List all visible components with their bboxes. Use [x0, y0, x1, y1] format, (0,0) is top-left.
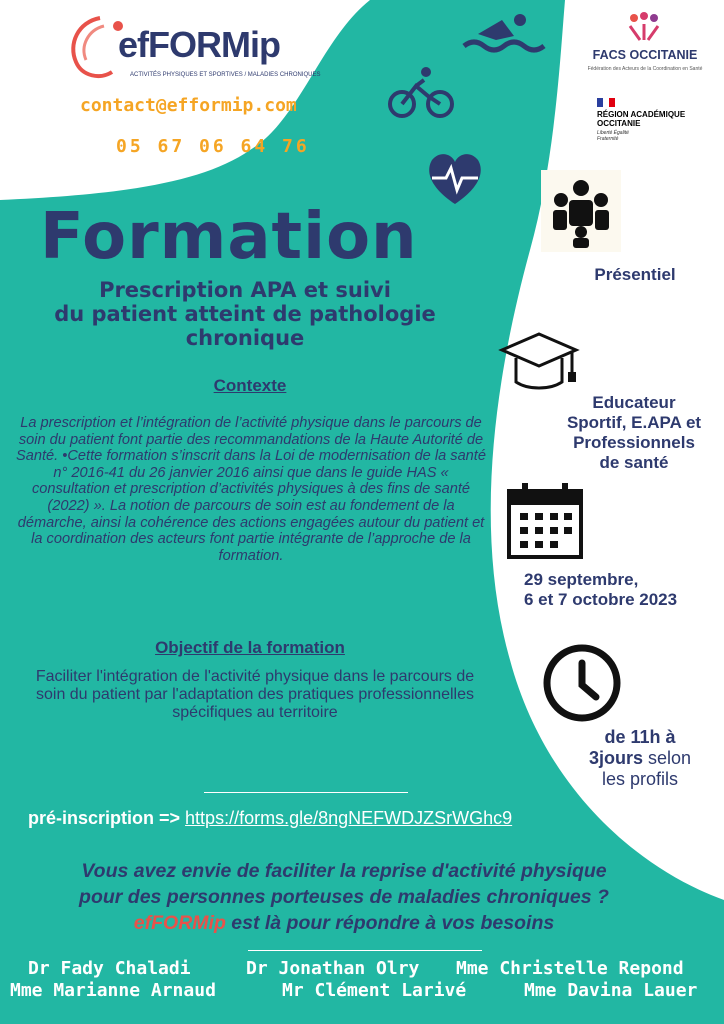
speaker-4: Mme Marianne Arnaud	[10, 980, 216, 1001]
duration-bold: 3jours	[588, 748, 643, 768]
audience-line2: Sportif, E.APA et	[566, 413, 702, 432]
logo-tagline: ACTIVITÉS PHYSIQUES ET SPORTIVES / MALADIES CHRONIQUES	[130, 72, 321, 78]
efformip-logo	[66, 14, 326, 84]
cta-line3	[14, 910, 674, 936]
speaker-2: Dr Jonathan Olry	[246, 958, 420, 979]
facs-name: FACS OCCITANIE	[592, 48, 698, 62]
swimmer-icon	[462, 6, 546, 56]
duration-line2	[565, 748, 715, 769]
duration-rest: selon	[642, 748, 692, 768]
context-text: La prescription et l’intégration de l’activité physique dans le parcours de soin du patient font partie des recommandations de la Haute Autorité de Santé. •Cette formation s’inscrit dans la Loi de modernisation de la santé n° 2016-41 du 26 janvier 2016 ainsi que dans le guide HAS « consultation et prescription d’activités physiques à des fins de santé (2022) ». La notion de parcours de soin est au fondement de la démarche, ainsi la cohérence des actions engagées autour du patient et la coordination des acteurs font partie intégrante de l’approche de la formation.	[16, 415, 486, 564]
speaker-1: Dr Fady Chaladi	[28, 958, 191, 979]
cta-line3-rest: est là pour répondre à vos besoins	[225, 912, 555, 934]
heart-pulse-icon	[424, 150, 486, 206]
duration-line3: les profils	[601, 769, 679, 789]
region-line1: RÉGION ACADÉMIQUE	[597, 110, 686, 119]
cta-line1: Vous avez envie de faciliter la reprise d'activité physique	[81, 860, 607, 882]
subtitle-line1: Prescription APA et suivi	[99, 278, 391, 302]
dates	[524, 570, 724, 610]
audience-line1: Educateur	[592, 393, 676, 412]
subtitle	[10, 278, 480, 350]
call-to-action	[14, 858, 674, 936]
context-heading: Contexte	[213, 376, 287, 395]
facs-tagline: Fédération des Acteurs de la Coordination en Santé	[587, 66, 703, 72]
speaker-3: Mme Christelle Repond	[456, 958, 684, 979]
registration	[28, 808, 512, 829]
page-title: Formation	[40, 200, 418, 274]
registration-label: pré-inscription =>	[28, 808, 186, 828]
registration-link[interactable]: https://forms.gle/8ngNEFWDJZSrWGhc9	[185, 808, 513, 828]
region-motto: Liberté Égalité Fraternité	[597, 130, 629, 142]
objective-text: Faciliter l'intégration de l'activité physique dans le parcours de soin du patient par l'adaptation des pratiques professionnelles spécifiques au territoire	[35, 668, 475, 721]
duration	[565, 727, 715, 790]
clock-icon	[542, 643, 622, 723]
cta-brand: efFORMip	[133, 912, 226, 934]
facs-logo-icon	[626, 10, 662, 42]
dates-line1: 29 septembre,	[524, 570, 639, 589]
cta-line2: pour des personnes porteuses de maladies chroniques ?	[79, 886, 609, 908]
subtitle-line2: du patient atteint de pathologie	[54, 302, 436, 326]
speaker-6: Mme Davina Lauer	[524, 980, 698, 1001]
audience-line4: de santé	[599, 453, 669, 472]
audience	[548, 393, 720, 473]
audience-line3: Professionnels	[573, 433, 695, 452]
graduation-cap-icon	[498, 328, 580, 392]
divider-bottom	[248, 950, 482, 951]
logo-text: efFORMip	[118, 24, 280, 65]
divider-top	[204, 792, 408, 793]
cyclist-icon	[388, 66, 454, 120]
subtitle-line3: chronique	[185, 326, 305, 350]
region-line2: OCCITANIE	[597, 119, 641, 128]
meeting-icon-box	[541, 170, 621, 252]
contact-phone: 05 67 06 64 76	[116, 136, 310, 157]
objective-heading: Objectif de la formation	[155, 638, 345, 657]
meeting-icon	[541, 170, 621, 252]
mode-label: Présentiel	[594, 265, 676, 284]
dates-line2: 6 et 7 octobre 2023	[524, 590, 678, 609]
region-flag	[597, 98, 615, 107]
duration-line1: de 11h à	[604, 727, 676, 747]
calendar-icon	[506, 481, 584, 561]
speaker-5: Mr Clément Larivé	[282, 980, 467, 1001]
contact-email[interactable]: contact@efformip.com	[80, 95, 297, 116]
